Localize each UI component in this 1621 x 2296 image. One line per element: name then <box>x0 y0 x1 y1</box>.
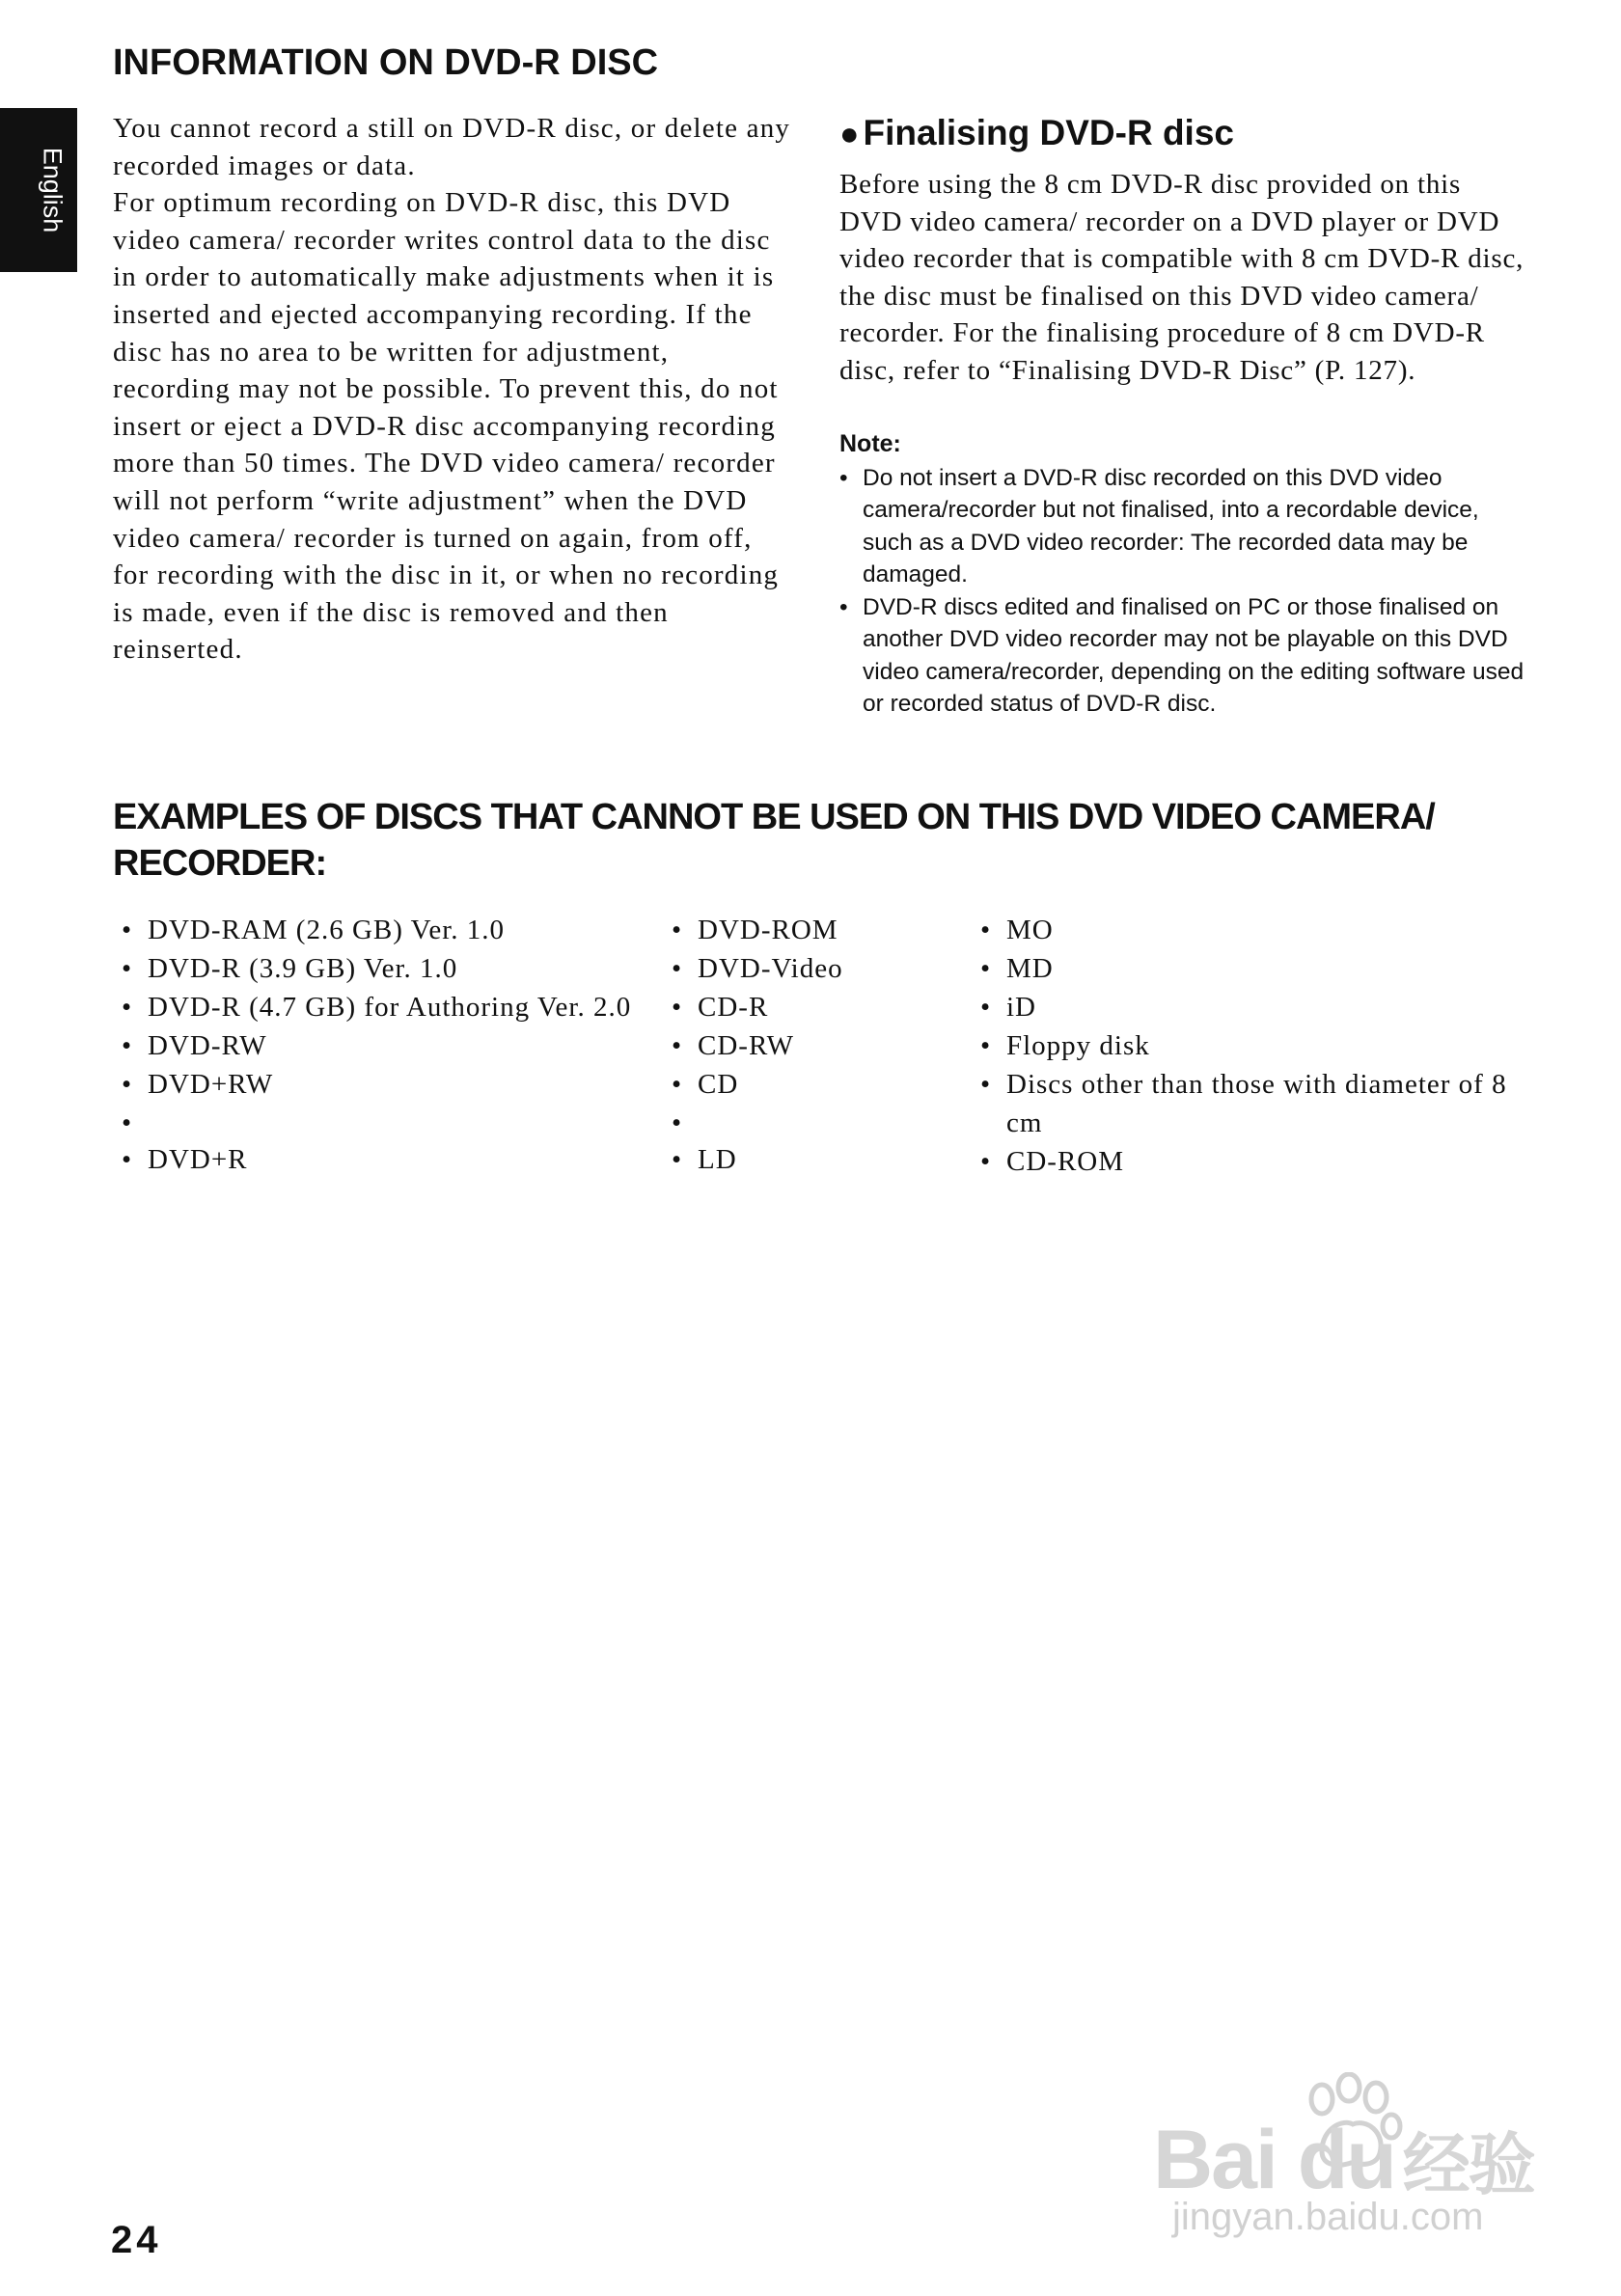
list-item: • Discs other than those with diameter of 8 cm <box>972 1065 1531 1142</box>
list-item: • DVD-R (4.7 GB) for Authoring Ver. 2.0 <box>113 988 668 1026</box>
spacer <box>663 1104 952 1140</box>
page-title: INFORMATION ON DVD-R DISC <box>113 42 659 83</box>
examples-heading: EXAMPLES OF DISCS THAT CANNOT BE USED ON THIS DVD VIDEO CAMERA/ RECORDER: <box>113 797 1435 884</box>
list-item: • MD <box>972 949 1531 988</box>
language-tab-label: English <box>38 147 68 233</box>
watermark-url: jingyan.baidu.com <box>1172 2196 1484 2238</box>
disc-list-column-1 <box>113 911 668 1179</box>
watermark-brand-cn: 经验 <box>1402 2127 1534 2202</box>
finalising-heading <box>839 109 1525 158</box>
list-item: • Floppy disk <box>972 1026 1531 1065</box>
list-item: • DVD-R (3.9 GB) Ver. 1.0 <box>113 949 668 988</box>
notes-list <box>839 462 1525 721</box>
dvd-r-info-text <box>113 110 793 669</box>
watermark-brand-latin: Bai du <box>1153 2114 1395 2206</box>
baidu-watermark <box>1153 2072 1549 2251</box>
list-item: • MO <box>972 911 1531 949</box>
list-item: • iD <box>972 988 1531 1026</box>
bullet-dot-icon: ● <box>839 116 860 152</box>
list-item: • DVD+RW <box>113 1065 668 1104</box>
list-item: • CD-ROM <box>972 1142 1531 1181</box>
finalising-heading-text: Finalising DVD-R disc <box>863 113 1234 152</box>
watermark-brand <box>1153 2111 1534 2208</box>
note-label: Note: <box>839 429 901 457</box>
finalising-body: Before using the 8 cm DVD-R disc provided on this DVD video camera/ recorder on a DVD player or DVD video recorder that is compatible with 8 cm DVD-R disc, the disc must be finalised on this DVD video camera/ recorder. For the finalising procedure of 8 cm DVD-R disc, refer to “Finalising DVD-R Disc” (P. 127). <box>839 169 1525 386</box>
paragraph: For optimum recording on DVD-R disc, this DVD video camera/ recorder writes control data to the disc in order to automatically make adjustments when it is inserted and ejected accompanying recording. If the disc has no area to be written for adjustment, recording may not be possible. To prevent this, do not insert or eject a DVD-R disc accompanying recording more than 50 times. The DVD video camera/ recorder will not perform “write adjustment” when the DVD video camera/ recorder is turned on again, from off, for recording with the disc in it, or when no recording is made, even if the disc is removed and then reinserted. <box>113 187 780 666</box>
list-item: • LD <box>663 1140 952 1179</box>
list-item: • DVD-Video <box>663 949 952 988</box>
paragraph: You cannot record a still on DVD-R disc, or delete any recorded images or data. <box>113 113 791 181</box>
disc-list-column-2 <box>663 911 952 1179</box>
page-number: 24 <box>111 2219 162 2261</box>
list-item: • DVD+R <box>113 1140 668 1179</box>
list-item: • DVD-RAM (2.6 GB) Ver. 1.0 <box>113 911 668 949</box>
finalising-section <box>839 109 1525 721</box>
list-item: • CD-RW <box>663 1026 952 1065</box>
language-tab <box>0 108 77 272</box>
disc-list-column-3 <box>972 911 1531 1181</box>
note-item: • DVD-R discs edited and finalised on PC or those finalised on another DVD video recorder may not be playable on this DVD video camera/recorder, depending on the editing software used or recorded status of DVD-R disc. <box>839 591 1525 721</box>
list-item: • DVD-RW <box>113 1026 668 1065</box>
list-item: • CD-R <box>663 988 952 1026</box>
list-item: • DVD-ROM <box>663 911 952 949</box>
spacer <box>113 1104 668 1140</box>
list-item: • CD <box>663 1065 952 1104</box>
note-item: • Do not insert a DVD-R disc recorded on this DVD video camera/recorder but not finalised, into a recordable device, such as a DVD video recorder: The recorded data may be damaged. <box>839 462 1525 591</box>
